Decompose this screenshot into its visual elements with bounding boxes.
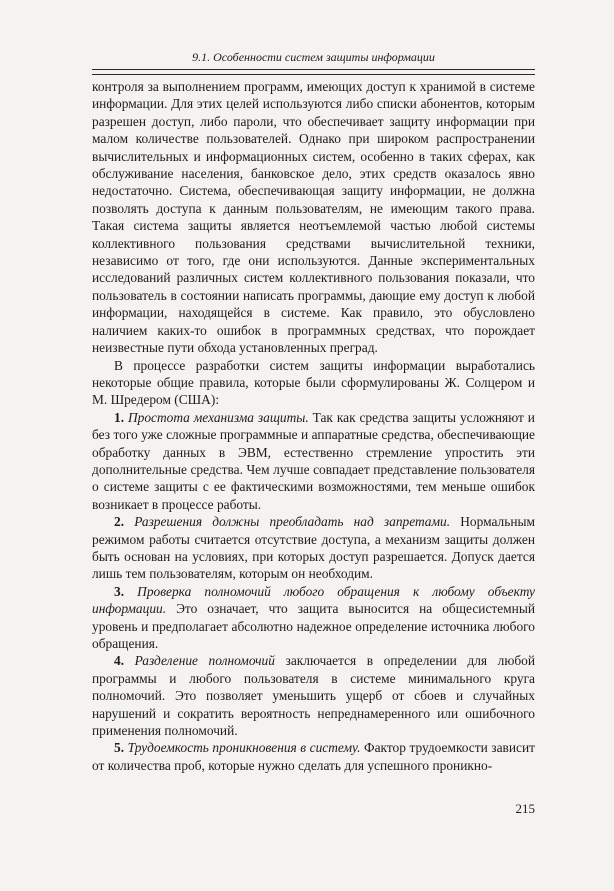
rule-term: Разрешения должны преобладать над запретами. [134, 514, 451, 530]
running-header: 9.1. Особенности систем защиты информации [192, 50, 435, 64]
rule-text: Нормальным режимом работы считается отсутствие доступа, а механизм защиты должен быть основан на условиях, при которых доступ разрешается. Допуск дается лишь тем пользователям, которым он необходим. [92, 514, 535, 582]
body-text [92, 78, 535, 774]
paragraph-continuation: контроля за выполнением программ, имеющих доступ к хранимой в системе информации. Для этих целей используются либо списки абонентов, которым разрешен доступ, либо пароли, что обеспечивает защиту информации при малом количестве пользователей. Однако при широком распространении вычислительных и информационных систем, особенно в таких сферах, как обслуживание населения, банковское дело, этих средств оказалось явно недостаточно. Система, обеспечивающая защиту информации, не должна позволять доступа к данным пользователям, не имеющим такого права. Такая система защиты является неотъемлемой частью любой системы коллективного пользования средствами вычислительной техники, независимо от того, где они используются. Данные экспериментальных исследований различных систем коллективного пользования показали, что пользователь в состоянии написать программы, дающие ему доступ к любой информации, находящейся в системе. Как правило, это обусловлено наличием каких-то ошибок в программных средствах, что порождает неизвестные пути обхода установленных преград. [92, 79, 535, 356]
rule-number: 4. [114, 653, 125, 669]
rule-term: Разделение полномочий [134, 653, 275, 669]
rule-item [92, 652, 535, 739]
rule-number: 3. [114, 583, 125, 599]
rule-item [92, 513, 535, 583]
paragraph-intro: В процессе разработки систем защиты информации выработались некоторые общие правила, которые были сформулированы Ж. Солцером и М. Шредером (США): [92, 357, 535, 408]
rule-text: заключается в определении для любой программы и любого пользователя в системе минимального круга полномочий. Это позволяет уменьшить ущерб от сбоев и случайных нарушений и сократить вероятность непреднамеренного или ошибочного применения полномочий. [92, 653, 535, 739]
rule-text: Это означает, что защита выносится на общесистемный уровень и предполагает абсолютно надежное определение источника любого обращения. [92, 601, 535, 651]
rule-item [92, 409, 535, 513]
rule-item [92, 739, 535, 774]
rule-term: Проверка полномочий любого обращения к любому объекту информации. [92, 583, 535, 617]
rule-number: 2. [114, 514, 125, 530]
rule-number: 1. [114, 409, 125, 425]
rule-term: Простота механизма защиты. [127, 409, 309, 425]
rule-text: Так как средства защиты усложняют и без того уже сложные программные и аппаратные средства, обеспечивающие обработку данных в ЭВМ, естественно стремление упростить эти дополнительные средства. Чем лучше совпадает представление пользователя о системе защиты с ее фактическими возможностями, тем меньше ошибок возникает в процессе работы. [92, 409, 535, 512]
rule-text: Фактор трудоемкости зависит от количества проб, которые нужно сделать для успешного проникно- [92, 740, 535, 773]
page-number: 215 [515, 801, 535, 816]
header-rule-bottom [92, 74, 535, 75]
rule-number: 5. [114, 740, 125, 756]
rule-item [92, 583, 535, 653]
rule-term: Трудоемкость проникновения в систему. [127, 740, 361, 756]
header-rule-top [92, 69, 535, 70]
